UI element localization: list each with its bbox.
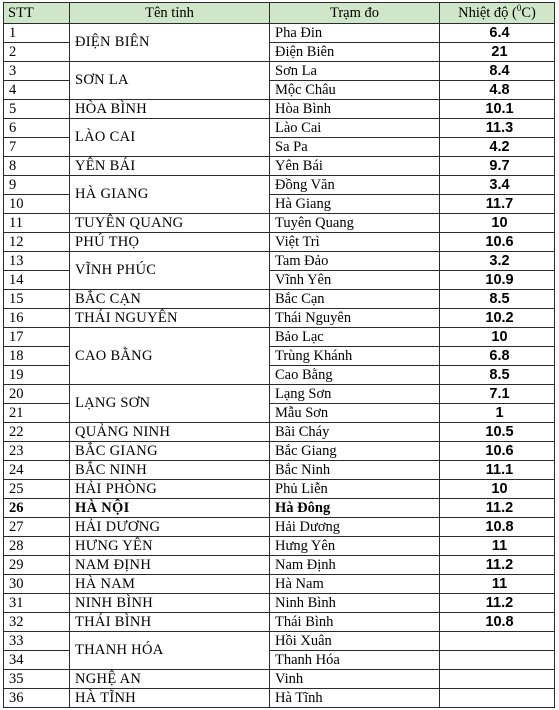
province-cell: NGHỆ AN (70, 670, 270, 689)
table-row (4, 290, 555, 309)
temperature-cell: 1 (440, 404, 555, 423)
station-cell: Bắc Giang (270, 442, 440, 461)
station-cell: Hưng Yên (270, 537, 440, 556)
table-row (4, 480, 555, 499)
table-row (4, 556, 555, 575)
station-cell: Thanh Hóa (270, 651, 440, 670)
stt-cell: 16 (4, 309, 70, 328)
province-cell: HƯNG YÊN (70, 537, 270, 556)
province-cell: LÀO CAI (70, 119, 270, 157)
province-cell: YÊN BÁI (70, 157, 270, 176)
table-row (4, 613, 555, 632)
station-cell: Hồi Xuân (270, 632, 440, 651)
table-row (4, 632, 555, 651)
table-row (4, 670, 555, 689)
temperature-cell: 10.1 (440, 100, 555, 119)
station-cell: Thái Nguyên (270, 309, 440, 328)
station-cell: Lạng Sơn (270, 385, 440, 404)
stt-cell: 26 (4, 499, 70, 518)
stt-cell: 1 (4, 24, 70, 43)
province-cell: SƠN LA (70, 62, 270, 100)
province-cell: ĐIỆN BIÊN (70, 24, 270, 62)
table-row (4, 100, 555, 119)
table-row (4, 689, 555, 708)
stt-cell: 25 (4, 480, 70, 499)
header-temp-prefix: Nhiệt độ ( (458, 4, 517, 21)
table-row (4, 575, 555, 594)
station-cell: Mộc Châu (270, 81, 440, 100)
station-cell: Hải Dương (270, 518, 440, 537)
temperature-cell (440, 689, 555, 708)
station-cell: Hòa Bình (270, 100, 440, 119)
stt-cell: 6 (4, 119, 70, 138)
stt-cell: 8 (4, 157, 70, 176)
stt-cell: 27 (4, 518, 70, 537)
station-cell: Thái Bình (270, 613, 440, 632)
stt-cell: 28 (4, 537, 70, 556)
station-cell: Hà Giang (270, 195, 440, 214)
stt-cell: 15 (4, 290, 70, 309)
table-row (4, 461, 555, 480)
table-row (4, 442, 555, 461)
station-cell: Hà Tĩnh (270, 689, 440, 708)
station-cell: Bắc Ninh (270, 461, 440, 480)
province-cell: CAO BẰNG (70, 328, 270, 385)
province-cell: HÀ NỘI (70, 499, 270, 518)
province-cell: BẮC CẠN (70, 290, 270, 309)
header-province: Tên tỉnh (70, 3, 270, 24)
province-cell: THÁI BÌNH (70, 613, 270, 632)
temperature-cell: 10.8 (440, 518, 555, 537)
station-cell: Hà Nam (270, 575, 440, 594)
station-cell: Bãi Cháy (270, 423, 440, 442)
station-cell: Phủ Liễn (270, 480, 440, 499)
province-cell: BẮC GIANG (70, 442, 270, 461)
stt-cell: 23 (4, 442, 70, 461)
temperature-cell: 10 (440, 480, 555, 499)
stt-cell: 35 (4, 670, 70, 689)
stt-cell: 3 (4, 62, 70, 81)
province-cell: TUYÊN QUANG (70, 214, 270, 233)
temperature-cell: 10 (440, 214, 555, 233)
temperature-cell: 4.8 (440, 81, 555, 100)
table-row (4, 423, 555, 442)
station-cell: Hà Đông (270, 499, 440, 518)
stt-cell: 12 (4, 233, 70, 252)
station-cell: Yên Bái (270, 157, 440, 176)
stt-cell: 32 (4, 613, 70, 632)
stt-cell: 31 (4, 594, 70, 613)
stt-cell: 18 (4, 347, 70, 366)
station-cell: Bảo Lạc (270, 328, 440, 347)
table-row (4, 157, 555, 176)
temperature-cell: 9.7 (440, 157, 555, 176)
temperature-cell: 10.6 (440, 442, 555, 461)
temperature-cell: 11.3 (440, 119, 555, 138)
temperature-cell: 3.2 (440, 252, 555, 271)
temperature-cell: 4.2 (440, 138, 555, 157)
station-cell: Ninh Bình (270, 594, 440, 613)
temperature-cell: 11 (440, 575, 555, 594)
temperature-cell: 8.5 (440, 366, 555, 385)
stt-cell: 19 (4, 366, 70, 385)
table-row (4, 537, 555, 556)
temperature-cell: 10.5 (440, 423, 555, 442)
temperature-cell (440, 670, 555, 689)
station-cell: Tam Đảo (270, 252, 440, 271)
temperature-cell: 8.5 (440, 290, 555, 309)
table-row (4, 252, 555, 271)
table-row (4, 518, 555, 537)
stt-cell: 13 (4, 252, 70, 271)
temperature-cell: 6.8 (440, 347, 555, 366)
province-cell: NINH BÌNH (70, 594, 270, 613)
temperature-cell: 10.9 (440, 271, 555, 290)
station-cell: Sơn La (270, 62, 440, 81)
province-cell: HÒA BÌNH (70, 100, 270, 119)
province-cell: VĨNH PHÚC (70, 252, 270, 290)
temperature-cell: 10.6 (440, 233, 555, 252)
province-cell: HÀ TĨNH (70, 689, 270, 708)
province-cell: NAM ĐỊNH (70, 556, 270, 575)
province-cell: HẢI PHÒNG (70, 480, 270, 499)
temperature-cell: 7.1 (440, 385, 555, 404)
stt-cell: 11 (4, 214, 70, 233)
station-cell: Việt Trì (270, 233, 440, 252)
station-cell: Pha Đin (270, 24, 440, 43)
stt-cell: 30 (4, 575, 70, 594)
table-row (4, 119, 555, 138)
stt-cell: 2 (4, 43, 70, 62)
stt-cell: 21 (4, 404, 70, 423)
temperature-cell: 3.4 (440, 176, 555, 195)
temperature-cell: 10.8 (440, 613, 555, 632)
station-cell: Đồng Văn (270, 176, 440, 195)
stt-cell: 34 (4, 651, 70, 670)
station-cell: Tuyên Quang (270, 214, 440, 233)
table-row (4, 309, 555, 328)
station-cell: Vĩnh Yên (270, 271, 440, 290)
header-stt: STT (4, 3, 70, 24)
header-row (4, 3, 555, 24)
province-cell: LẠNG SƠN (70, 385, 270, 423)
stt-cell: 10 (4, 195, 70, 214)
station-cell: Mẫu Sơn (270, 404, 440, 423)
station-cell: Nam Định (270, 556, 440, 575)
province-cell: BẮC NINH (70, 461, 270, 480)
temperature-cell: 11.2 (440, 556, 555, 575)
stt-cell: 36 (4, 689, 70, 708)
table-row (4, 233, 555, 252)
station-cell: Vinh (270, 670, 440, 689)
province-cell: THANH HÓA (70, 632, 270, 670)
station-cell: Bắc Cạn (270, 290, 440, 309)
table-row (4, 594, 555, 613)
table-row (4, 214, 555, 233)
table-row (4, 328, 555, 347)
stt-cell: 5 (4, 100, 70, 119)
table-row (4, 385, 555, 404)
header-temp-suffix: C) (521, 4, 536, 21)
temperature-cell: 21 (440, 43, 555, 62)
temperature-cell: 8.4 (440, 62, 555, 81)
stt-cell: 9 (4, 176, 70, 195)
stt-cell: 29 (4, 556, 70, 575)
province-cell: QUẢNG NINH (70, 423, 270, 442)
province-cell: HẢI DƯƠNG (70, 518, 270, 537)
temperature-cell: 10 (440, 328, 555, 347)
province-cell: THÁI NGUYÊN (70, 309, 270, 328)
station-cell: Trùng Khánh (270, 347, 440, 366)
temperature-cell: 11.2 (440, 594, 555, 613)
table-row (4, 62, 555, 81)
province-cell: HÀ GIANG (70, 176, 270, 214)
station-cell: Sa Pa (270, 138, 440, 157)
station-cell: Điện Biên (270, 43, 440, 62)
temperature-cell (440, 651, 555, 670)
table-body (4, 24, 555, 708)
stt-cell: 20 (4, 385, 70, 404)
header-temp-degree: 0 (516, 2, 522, 13)
header-station: Trạm đo (270, 3, 440, 24)
temperature-cell: 11.2 (440, 499, 555, 518)
stt-cell: 22 (4, 423, 70, 442)
temperature-cell: 10.2 (440, 309, 555, 328)
temperature-cell: 11.7 (440, 195, 555, 214)
stt-cell: 24 (4, 461, 70, 480)
province-cell: PHÚ THỌ (70, 233, 270, 252)
station-cell: Lào Cai (270, 119, 440, 138)
stt-cell: 17 (4, 328, 70, 347)
temperature-cell: 6.4 (440, 24, 555, 43)
stt-cell: 7 (4, 138, 70, 157)
temperature-table (3, 2, 555, 708)
table-row (4, 24, 555, 43)
temperature-cell (440, 632, 555, 651)
table-header (4, 3, 555, 24)
station-cell: Cao Bằng (270, 366, 440, 385)
table-row (4, 176, 555, 195)
header-temperature (440, 3, 555, 24)
temperature-cell: 11.1 (440, 461, 555, 480)
stt-cell: 33 (4, 632, 70, 651)
table-row (4, 499, 555, 518)
province-cell: HÀ NAM (70, 575, 270, 594)
stt-cell: 14 (4, 271, 70, 290)
temperature-cell: 11 (440, 537, 555, 556)
stt-cell: 4 (4, 81, 70, 100)
